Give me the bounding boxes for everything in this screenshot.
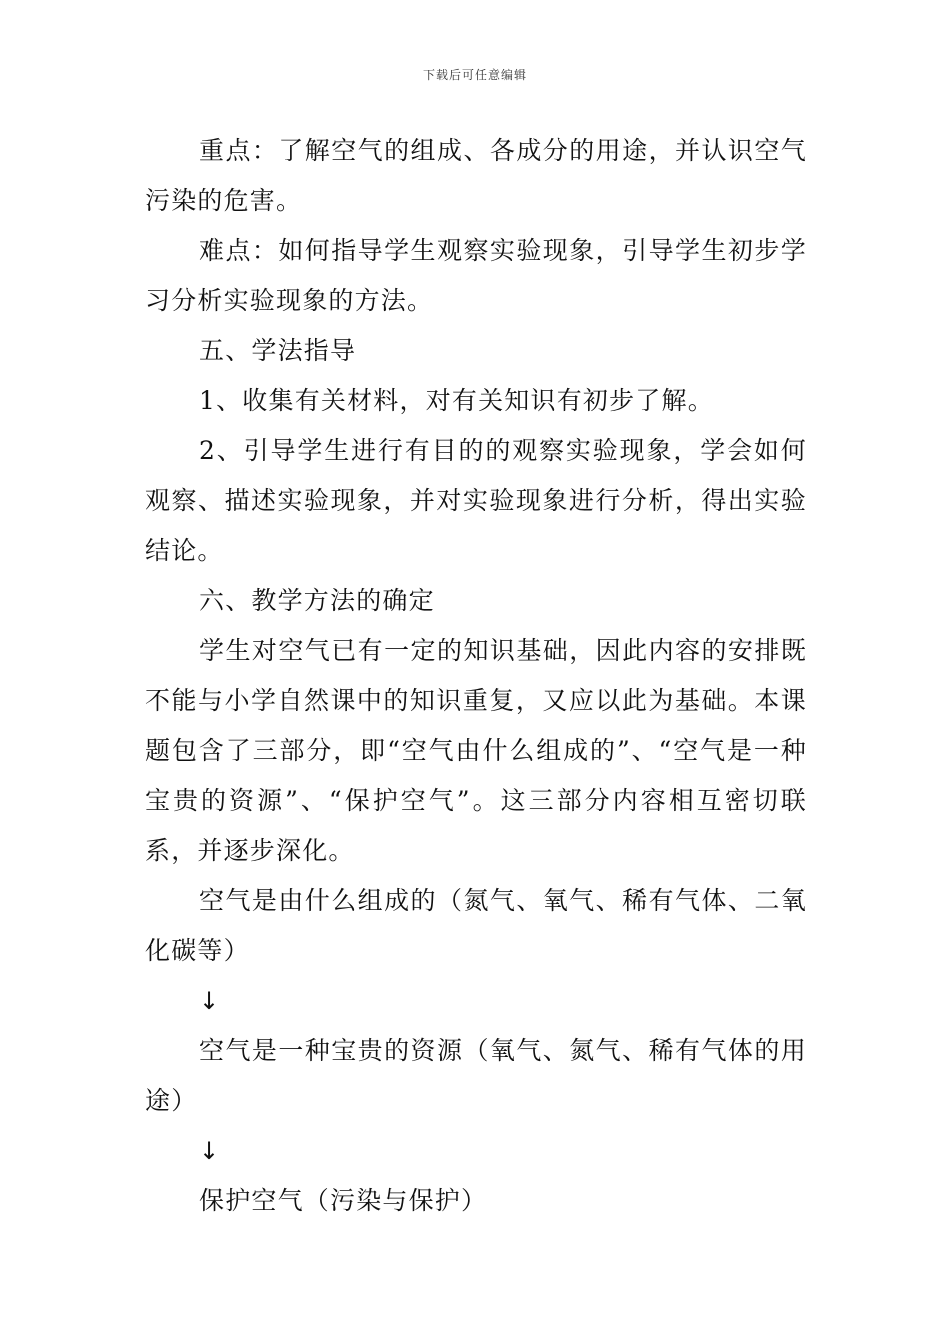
flow-step-2: 空气是一种宝贵的资源（氧气、氮气、稀有气体的用途） (145, 1036, 807, 1115)
section6-paragraph: 学生对空气已有一定的知识基础，因此内容的安排既不能与小学自然课中的知识重复，又应以此为基础。本课题包含了三部分，即“空气由什么组成的”、“空气是一种宝贵的资源”、“保护空气”。这三部分内容相互密切联系，并逐步深化。 (145, 636, 807, 865)
key-point-paragraph: 重点：了解空气的组成、各成分的用途，并认识空气污染的危害。 (145, 136, 807, 215)
flow-step-1: 空气是由什么组成的（氮气、氧气、稀有气体、二氧化碳等） (145, 886, 807, 965)
down-arrow-icon: ↓ (199, 987, 221, 1015)
difficult-point-paragraph: 难点：如何指导学生观察实验现象，引导学生初步学习分析实验现象的方法。 (145, 236, 807, 315)
page-header-note: 下载后可任意编辑 (422, 68, 527, 82)
section5-item-2: 2、引导学生进行有目的的观察实验现象，学会如何观察、描述实验现象，并对实验现象进行分析，得出实验结论。 (145, 436, 807, 565)
section6-heading: 六、教学方法的确定 (199, 586, 435, 615)
flow-step-3: 保护空气（污染与保护） (199, 1186, 488, 1215)
down-arrow-icon: ↓ (199, 1137, 221, 1165)
document-body (145, 126, 807, 1226)
section5-heading: 五、学法指导 (199, 336, 357, 365)
section5-item-1: 1、收集有关材料，对有关知识有初步了解。 (199, 386, 714, 415)
